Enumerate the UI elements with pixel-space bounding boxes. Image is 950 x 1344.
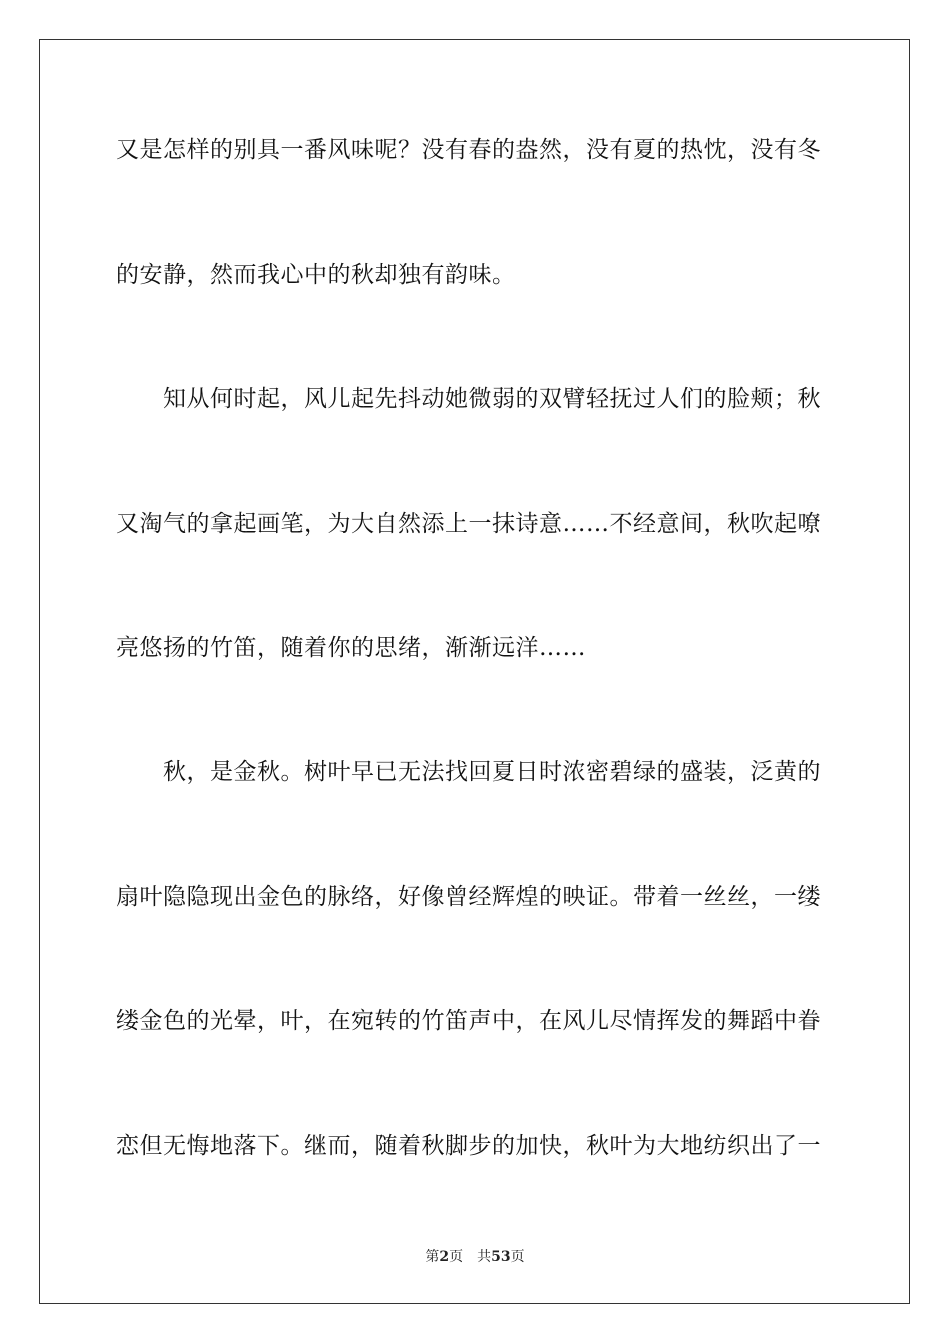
text-line-5: 亮悠扬的竹笛，随着你的思绪，渐渐远洋…… [116,635,586,661]
page-number: 2 [439,1249,450,1265]
text-line-7: 扇叶隐隐现出金色的脉络，好像曾经辉煌的映证。带着一丝丝，一缕 [116,884,821,910]
text-line-8: 缕金色的光晕，叶，在宛转的竹笛声中，在风儿尽情挥发的舞蹈中眷 [116,1008,821,1034]
text-line-3: 知从何时起，风儿起先抖动她微弱的双臂轻抚过人们的脸颊；秋 [116,386,821,412]
page-suffix: 页 [449,1249,464,1265]
total-pages: 53 [491,1249,511,1265]
total-suffix: 页 [510,1249,525,1265]
text-line-6: 秋，是金秋。树叶早已无法找回夏日时浓密碧绿的盛装，泛黄的 [116,759,821,785]
text-line-2: 的安静，然而我心中的秋却独有韵味。 [116,262,516,288]
page-footer [0,1246,950,1266]
total-prefix: 共 [477,1249,492,1265]
page-prefix: 第 [425,1249,440,1265]
page-frame [39,39,910,1304]
text-line-4: 又淘气的拿起画笔，为大自然添上一抹诗意……不经意间，秋吹起嘹 [116,511,821,537]
text-line-1: 又是怎样的别具一番风味呢？没有春的盎然，没有夏的热忱，没有冬 [116,137,821,163]
text-line-9: 恋但无悔地落下。继而，随着秋脚步的加快，秋叶为大地纺织出了一 [116,1133,821,1159]
